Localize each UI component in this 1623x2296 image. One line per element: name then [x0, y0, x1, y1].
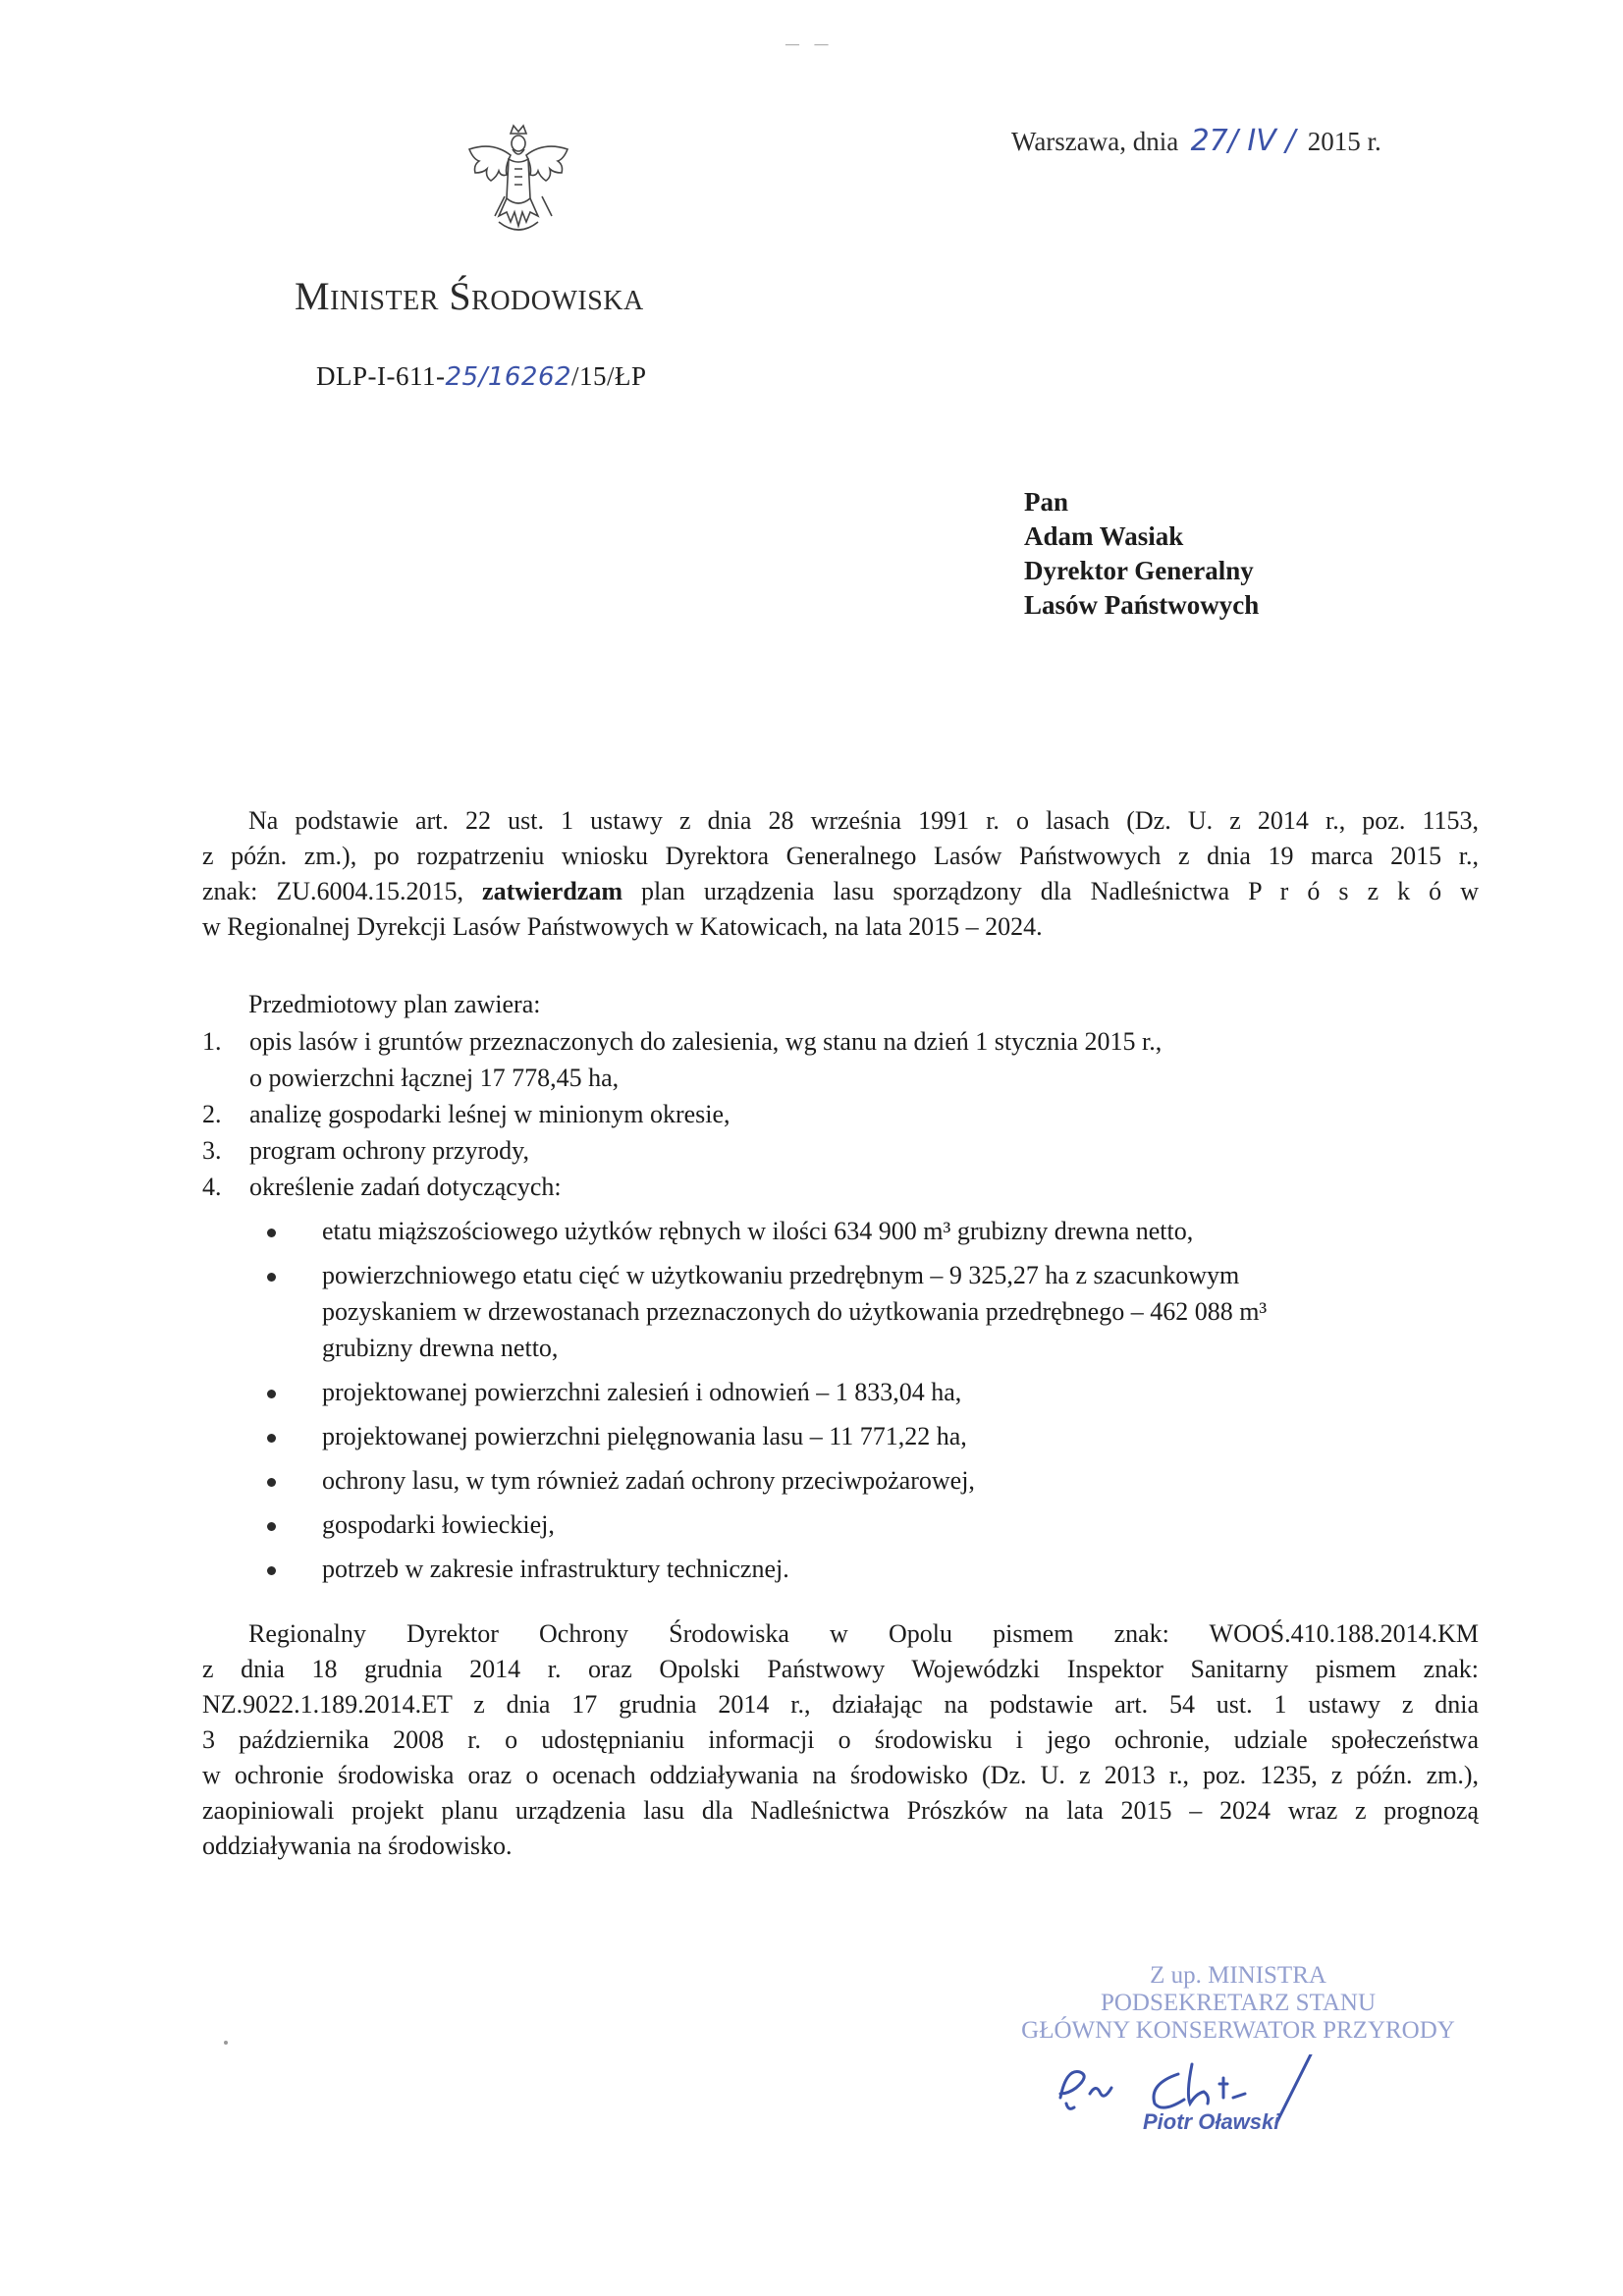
bullet-icon — [267, 1390, 276, 1398]
bullet-icon — [267, 1273, 276, 1282]
bullet-item — [202, 1551, 1479, 1587]
addressee-line: Dyrektor Generalny — [1024, 556, 1254, 585]
reference-suffix: /15/ŁP — [571, 361, 647, 391]
paragraph-line: Na podstawie art. 22 ust. 1 ustawy z dnia 28 września 1991 r. o lasach (Dz. U. z 2014 r., poz. 1153, — [248, 806, 1479, 835]
paragraph-line — [202, 874, 1479, 909]
list-text: określenie zadań dotyczących: — [249, 1173, 562, 1201]
addressee-line: Adam Wasiak — [1024, 521, 1184, 551]
reference-handwritten: 25/16262 — [445, 362, 572, 392]
paragraph-line: z późn. zm.), po rozpatrzeniu wniosku Dyrektora Generalnego Lasów Państwowych z dnia 19 marca 2015 r., — [202, 842, 1479, 870]
bullet-item — [202, 1213, 1479, 1249]
list-text: analizę gospodarki leśnej w minionym okresie, — [249, 1100, 730, 1128]
bullet-text: pozyskaniem w drzewostanach przeznaczonych do użytkowania przedrębnego – 462 088 m³ — [322, 1297, 1268, 1326]
official-stamp — [1017, 1962, 1459, 2045]
list-number: 4. — [202, 1173, 222, 1201]
addressee-line: Lasów Państwowych — [1024, 590, 1260, 620]
date-suffix: 2015 r. — [1307, 127, 1381, 156]
reference-number — [316, 361, 647, 392]
paragraph-line-start: znak: ZU.6004.15.2015, — [202, 877, 483, 905]
stamp-line: Z up. MINISTRA — [1150, 1962, 1326, 1989]
bullet-text: etatu miąższościowego użytków rębnych w ilości 634 900 m³ grubizny drewna netto, — [322, 1217, 1194, 1245]
bullet-text: ochrony lasu, w tym również zadań ochrony przeciwpożarowej, — [322, 1466, 975, 1495]
bullet-icon — [267, 1434, 276, 1443]
reference-prefix: DLP-I-611- — [316, 361, 446, 391]
list-item — [202, 1023, 1479, 1096]
bullet-text: projektowanej powierzchni zalesień i odnowień – 1 833,04 ha, — [322, 1378, 962, 1406]
paragraph-line: NZ.9022.1.189.2014.ET z dnia 17 grudnia 2014 r., działając na podstawie art. 54 ust. 1 ustawy z dnia — [202, 1690, 1479, 1719]
plan-intro: Przedmiotowy plan zawiera: — [248, 990, 541, 1018]
addressee-line: Pan — [1024, 487, 1069, 517]
paragraph-line-rest: plan urządzenia lasu sporządzony dla Nadleśnictwa P r ó s z k ó w — [622, 877, 1479, 905]
bullet-item — [202, 1462, 1479, 1499]
approval-keyword: zatwierdzam — [482, 877, 622, 905]
ministry-heading: Minister Środowiska — [295, 274, 644, 318]
date-prefix: Warszawa, dnia — [1011, 127, 1179, 156]
eagle-emblem-icon — [460, 120, 577, 249]
bullet-item — [202, 1506, 1479, 1543]
stamp-line: GŁÓWNY KONSERWATOR PRZYRODY — [1021, 2017, 1455, 2044]
task-bullet-list — [202, 1213, 1479, 1587]
addressee-block — [1024, 485, 1259, 623]
list-item — [202, 1132, 1479, 1169]
date-handwritten: 27/ IV / — [1190, 124, 1296, 158]
bullet-item — [202, 1374, 1479, 1410]
bullet-text: projektowanej powierzchni pielęgnowania lasu – 11 771,22 ha, — [322, 1422, 967, 1450]
stamp-line: PODSEKRETARZ STANU — [1100, 1990, 1377, 2016]
bullet-item — [202, 1257, 1479, 1366]
bullet-icon — [267, 1566, 276, 1575]
paragraph-line: zaopiniowali projekt planu urządzenia lasu dla Nadleśnictwa Prószków na lata 2015 – 2024 wraz z prognozą — [202, 1796, 1479, 1825]
paragraph-line: z dnia 18 grudnia 2014 r. oraz Opolski Państwowy Wojewódzki Inspektor Sanitarny pismem znak: — [202, 1655, 1479, 1683]
bullet-text: grubizny drewna netto, — [322, 1334, 559, 1362]
scan-speck — [224, 2041, 228, 2045]
bullet-text: gospodarki łowieckiej, — [322, 1510, 555, 1539]
paragraph-line: w ochronie środowiska oraz o ocenach oddziaływania na środowisko (Dz. U. z 2013 r., poz. 1235, z późn. zm.), — [202, 1761, 1479, 1789]
plan-contents-list — [202, 1023, 1479, 1595]
list-number: 3. — [202, 1136, 222, 1165]
list-item — [202, 1169, 1479, 1587]
paragraph-approval — [202, 803, 1479, 945]
scan-mark: — — — [785, 37, 835, 52]
list-number: 2. — [202, 1100, 222, 1128]
date-line — [1011, 124, 1381, 158]
bullet-icon — [267, 1522, 276, 1531]
paragraph-line: Regionalny Dyrektor Ochrony Środowiska w Opolu pismem znak: WOOŚ.410.188.2014.KM — [248, 1619, 1479, 1648]
list-text: opis lasów i gruntów przeznaczonych do zalesienia, wg stanu na dzień 1 stycznia 2015 r., — [249, 1027, 1163, 1056]
bullet-text: potrzeb w zakresie infrastruktury technicznej. — [322, 1555, 789, 1583]
list-text: program ochrony przyrody, — [249, 1136, 529, 1165]
paragraph-line: oddziaływania na środowisko. — [202, 1831, 513, 1860]
signatory-name: Piotr Oławski — [1143, 2109, 1280, 2134]
bullet-icon — [267, 1478, 276, 1487]
bullet-icon — [267, 1229, 276, 1237]
list-text: o powierzchni łącznej 17 778,45 ha, — [249, 1064, 620, 1092]
list-number: 1. — [202, 1027, 222, 1056]
paragraph-line: 3 października 2008 r. o udostępnianiu informacji o środowisku i jego ochronie, udziale społeczeństwa — [202, 1725, 1479, 1754]
list-item — [202, 1096, 1479, 1132]
bullet-text: powierzchniowego etatu cięć w użytkowaniu przedrębnym – 9 325,27 ha z szacunkowym — [322, 1261, 1240, 1289]
paragraph-line: w Regionalnej Dyrekcji Lasów Państwowych w Katowicach, na lata 2015 – 2024. — [202, 912, 1043, 941]
paragraph-opinions — [202, 1616, 1479, 1864]
bullet-item — [202, 1418, 1479, 1454]
